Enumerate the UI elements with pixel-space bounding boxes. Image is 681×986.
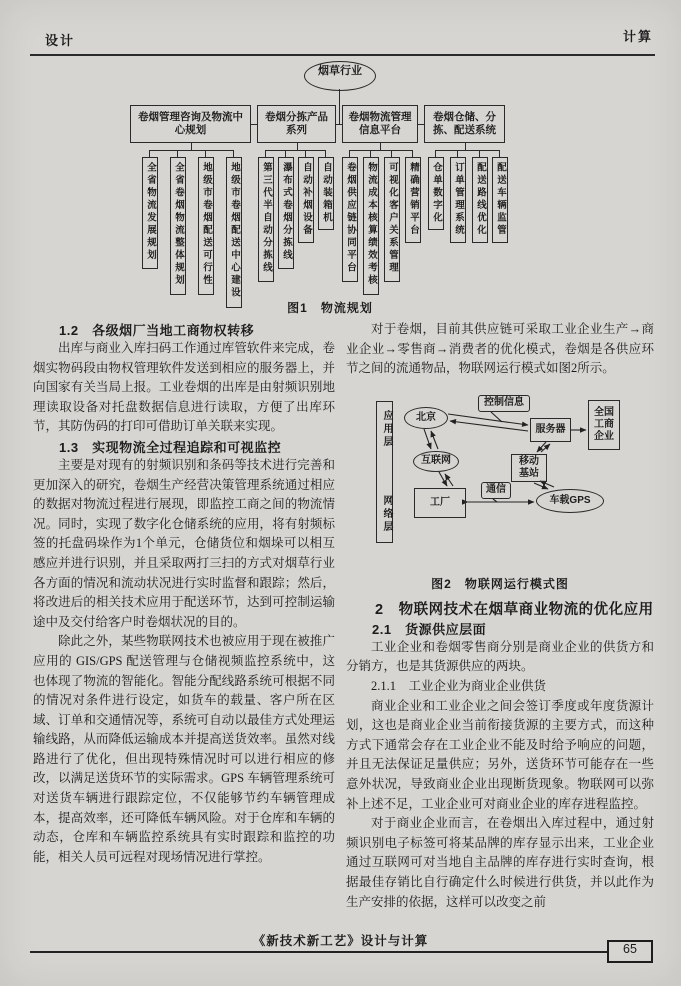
figure1-leaf: 全省卷烟物流整体规划: [170, 157, 186, 295]
figure1-leaf: 第三代半自动分拣线: [258, 157, 274, 282]
figure1-leaf: 配送路线优化: [472, 157, 488, 243]
figure1-group4-box: 卷烟仓储、分拣、配送系统: [424, 105, 505, 143]
figure2-node-beijing: 北京: [404, 407, 448, 429]
heading-2-1-1: 2.1.1 工业企业为商业企业供货: [371, 678, 547, 693]
header-right-label: 计算: [622, 29, 653, 44]
connector-line: [266, 150, 326, 151]
paragraph: 商业企业和工业企业之间会签订季度或年度货源计划，这也是商业企业当前衔接货源的主要方式，而这种方式下通常会存在工业企业不能及时给予响应的问题，并且无法保证足量供应；另外，送货环节可能存在一些意外状况，导致商业企业出现断货现象。物联网可以弥补上述不足，工业企业可对商业企业的库存进程监控。: [346, 698, 654, 811]
connector-line: [350, 150, 413, 151]
footer-journal-title: 《新技术新工艺》设计与计算: [252, 934, 429, 948]
figure1-caption: 图1 物流规划: [287, 301, 373, 315]
paragraph: 工业企业和卷烟零售商分别是商业企业的供货方和分销方，也是其货源供应的两块。: [346, 639, 654, 674]
page-number: 65: [607, 940, 653, 963]
header-left-label: 设计: [45, 33, 76, 48]
heading-2-1: 2.1 货源供应层面: [372, 621, 487, 637]
figure1-leaf: 卷烟供应链协同平台: [342, 157, 358, 282]
figure1-leaf: 自动装箱机: [318, 157, 334, 230]
figure1-leaf: 瀑布式卷烟分拣线: [278, 157, 294, 269]
left-column: [33, 320, 335, 867]
figure1-leaf: 可视化客户关系管理: [384, 157, 400, 282]
connector-line: [150, 150, 234, 151]
figure1-leaf: 物流成本核算绩效考核: [363, 157, 379, 295]
figure1-leaf: 仓单数字化: [428, 157, 444, 230]
paragraph: 主要是对现有的射频识别和条码等技术进行完善和更加深入的研究，卷烟生产经营决策管理系统通过相应的数据对物流过程进行展现，即监控工商之间的物流情况。同时，实现了数字化仓储系统的应用，将有射频标签的托盘码垛作为1个单元，仓储货位和烟垛可以相互感应并进行识别，并且采取两打三扫的方式对烟草行业各方面的情况和流动状况进行实时监督和跟踪；然后，将改进后的相关技术应用于配送环节，达到可控制运输途中及交付给客户时卷烟状况的目的。: [33, 457, 335, 629]
figure2-network-layer-label: 网络层: [381, 494, 392, 534]
footer-rule: [30, 951, 607, 953]
figure1-leaf: 全省物流发展规划: [142, 157, 158, 269]
heading-2: 2 物联网技术在烟草商业物流的优化应用: [375, 601, 654, 618]
figure2-node-vehicle-gps: 车载GPS: [536, 489, 604, 513]
header-rule: [30, 54, 655, 56]
figure1-leaf: 订单管理系统: [450, 157, 466, 243]
figure2-node-national-enterprises: 全国工商企业: [588, 400, 620, 450]
paragraph: 对于卷烟，目前其供应链可采取工业企业生产→商业企业→零售商→消费者的优化模式，卷烟是各供应环节之间的流通物品，物联网运行模式如图2所示。: [346, 322, 654, 376]
figure2-node-internet: 互联网: [413, 451, 459, 472]
paragraph: 除此之外，某些物联网技术也被应用于现在被推广应用的 GIS/GPS 配送管理与仓储视频监控系统中，这也体现了物流的智能化。智能分配线路系统可根据不同的情况对条件进行设定，如货车的载量、客户所在区域、订单和交通情况等，系统可自动以最佳方式处理运输线路，从而降低运输成本并提高送货效率。虽然对线路进行了优化，但出现特殊情况时可以进行相应的修改，以满足送货环节的实际需求。GPS 车辆管理系统可对送货车辆进行跟踪定位，不仅能够节约车辆管理成本，提高效率，还可降低车辆风险。对于仓库和车辆的动态，仓库和车辆监控系统具有实时跟踪和监控的功能，相关人员可远程对现场情况进行掌控。: [33, 634, 335, 864]
heading-1-3: 1.3 实现物流全过程追踪和可视监控: [59, 439, 282, 455]
connector-line: [436, 150, 500, 151]
figure2-node-mobile-station: 移动基站: [511, 454, 547, 482]
figure1-group2-box: 卷烟分拣产品系列: [257, 105, 336, 143]
heading-1-2: 1.2 各级烟厂当地工商物权转移: [59, 323, 255, 338]
figure2-callout-control-info: 控制信息: [478, 395, 530, 412]
figure2-iot-operation-diagram: [350, 385, 650, 567]
figure1-leaf: 地级市卷烟配送中心建设: [226, 157, 242, 308]
right-column: [346, 320, 654, 912]
paragraph: 出库与商业入库扫码工作通过库管软件来完成，卷烟实物码段由物权管理软件发送到相应的服务器上，并向国家有关当局上报。工业卷烟的出库是由射频识别地理读取设备对托盘数据信息进行读取，方便了出库环节，其防伪码的打印可借助订单关联来实现。: [33, 341, 335, 434]
connector-line: [339, 89, 340, 124]
figure2-node-server: 服务器: [530, 418, 571, 442]
figure1-group1-box: 卷烟管理咨询及物流中心规划: [130, 105, 251, 143]
figure2-app-layer-label: 应用层: [381, 409, 392, 449]
figure2-callout-communication: 通信: [481, 482, 511, 499]
paragraph: 对于商业企业而言，在卷烟出入库过程中，通过射频识别电子标签可将某品牌的库存显示出来，工业企业通过互联网可对当地自主品牌的库存进行实时查询，根据最佳存销比自行确定什么时候进行供货，并以此作为生产安排的依据，这样可以改变之前: [346, 816, 654, 909]
figure2-node-factory: 工厂: [414, 488, 466, 518]
figure2-layer-box: [376, 401, 393, 543]
figure1-leaf: 地级市卷烟配送可行性: [198, 157, 214, 295]
figure2-caption: 图2 物联网运行模式图: [431, 576, 569, 591]
figure1-leaf: 自动补烟设备: [298, 157, 314, 243]
figure1-leaf: 配送车辆监管: [492, 157, 508, 243]
figure1-leaf: 精确营销平台: [405, 157, 421, 243]
figure1-group3-box: 卷烟物流管理信息平台: [342, 105, 418, 143]
figure1-root-node: 烟草行业: [304, 61, 376, 91]
